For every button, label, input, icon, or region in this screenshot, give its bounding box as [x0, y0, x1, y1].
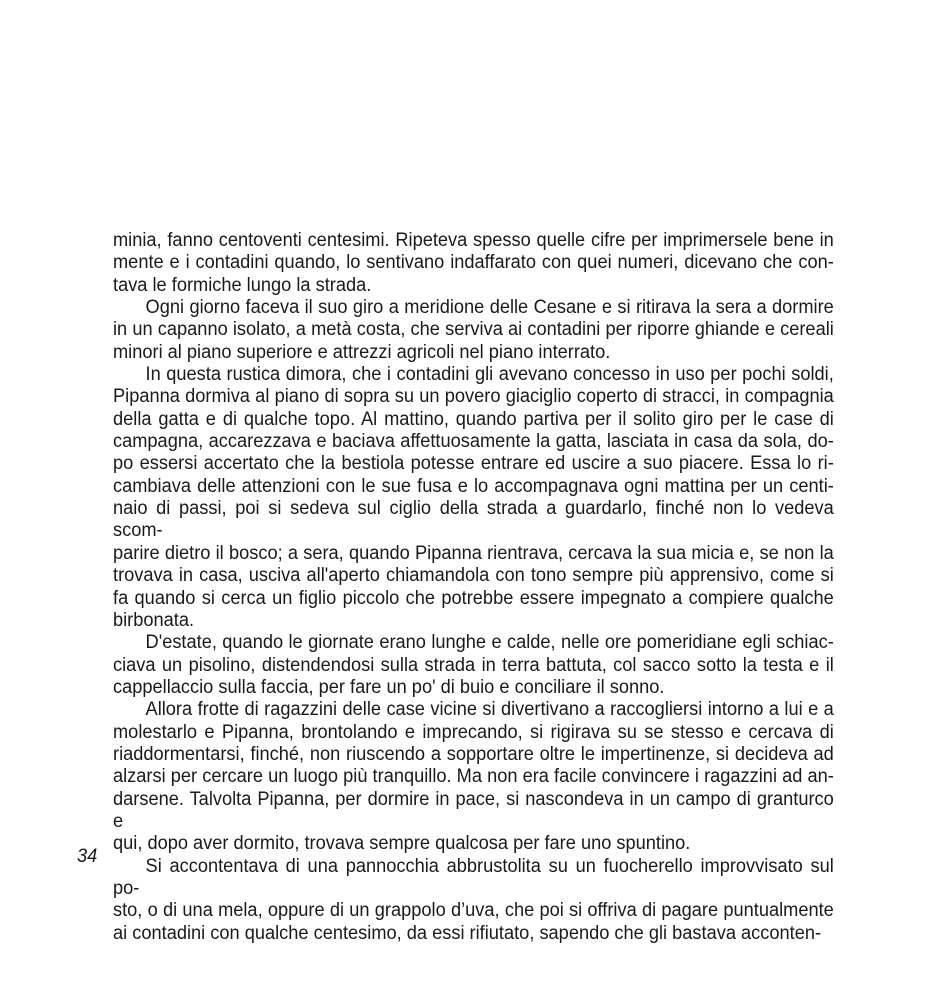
text-line: Allora frotte di ragazzini delle case vicine si divertivano a raccogliersi intorno a lui e a: [145, 698, 834, 721]
text-line: In questa rustica dimora, che i contadini gli avevano concesso in uso per pochi soldi,: [145, 363, 834, 386]
text-line: ciava un pisolino, distendendosi sulla strada in terra battuta, col sacco sotto la testa e il: [113, 653, 834, 676]
page-number: 34: [77, 845, 98, 867]
paragraph: [113, 296, 834, 363]
text-line: ai contadini con qualche centesimo, da essi rifiutato, sapendo che gli bastava acconten-: [113, 921, 822, 944]
text-line: Ogni giorno faceva il suo giro a meridione delle Cesane e si ritirava la sera a dormire: [145, 296, 834, 319]
text-line: tava le formiche lungo la strada.: [113, 273, 372, 296]
paragraph: [113, 229, 834, 296]
text-line: trovava in casa, usciva all'aperto chiamandola con tono sempre più apprensivo, come si: [113, 564, 834, 587]
text-line: alzarsi per cercare un luogo più tranquillo. Ma non era facile convincere i ragazzini ad an-: [113, 765, 834, 788]
text-line: della gatta e di qualche topo. Al mattino, quando partiva per il solito giro per le case di: [113, 407, 834, 430]
text-line: riaddormentarsi, finché, non riuscendo a sopportare oltre le impertinenze, si decideva ad: [113, 742, 834, 765]
text-line: cappellaccio sulla faccia, per fare un po' di buio e conciliare il sonno.: [113, 675, 665, 698]
text-line: molestarlo e Pipanna, brontolando e imprecando, si rigirava su se stesso e cercava di: [113, 720, 834, 743]
text-line: campagna, accarezzava e baciava affettuosamente la gatta, lasciata in casa da sola, do-: [113, 430, 834, 453]
text-line: Pipanna dormiva al piano di sopra su un povero giaciglio coperto di stracci, in compagnia: [113, 385, 834, 408]
text-line: mente e i contadini quando, lo sentivano indaffarato con quei numeri, dicevano che con-: [113, 251, 834, 274]
text-line: minia, fanno centoventi centesimi. Ripeteva spesso quelle cifre per imprimersele bene in: [113, 229, 834, 251]
text-line: birbonata.: [113, 608, 195, 631]
text-line: naio di passi, poi si sedeva sul ciglio della strada a guardarlo, finché non lo vedeva scom-: [113, 497, 834, 542]
text-line: Si accontentava di una pannocchia abbrustolita su un fuocherello improvvisato sul po-: [113, 854, 834, 899]
text-line: sto, o di una mela, oppure di un grappolo d’uva, che poi si offriva di pagare puntualmente: [113, 899, 834, 922]
text-line: darsene. Talvolta Pipanna, per dormire in pace, si nascondeva in un campo di granturco e: [113, 787, 834, 832]
text-line: fa quando si cerca un figlio piccolo che potrebbe essere impegnato a compiere qualche: [113, 586, 834, 609]
paragraph: [113, 855, 834, 944]
text-line: qui, dopo aver dormito, trovava sempre qualcosa per fare uno spuntino.: [113, 832, 691, 855]
text-line: minori al piano superiore e attrezzi agricoli nel piano interrato.: [113, 340, 611, 363]
text-line: D'estate, quando le giornate erano lunghe e calde, nelle ore pomeridiane egli schiac-: [145, 631, 834, 654]
paragraph: [113, 698, 834, 854]
page-text-block: [113, 229, 834, 944]
paragraph: [113, 363, 834, 631]
paragraph: [113, 631, 834, 698]
text-line: parire dietro il bosco; a sera, quando Pipanna rientrava, cercava la sua micia e, se non la: [113, 541, 834, 564]
text-line: po essersi accertato che la bestiola potesse entrare ed uscire a suo piacere. Essa lo ri-: [113, 452, 834, 475]
text-line: cambiava delle attenzioni con le sue fusa e lo accompagnava ogni mattina per un centi-: [113, 474, 834, 497]
text-line: in un capanno isolato, a metà costa, che serviva ai contadini per riporre ghiande e cereali: [113, 318, 834, 341]
